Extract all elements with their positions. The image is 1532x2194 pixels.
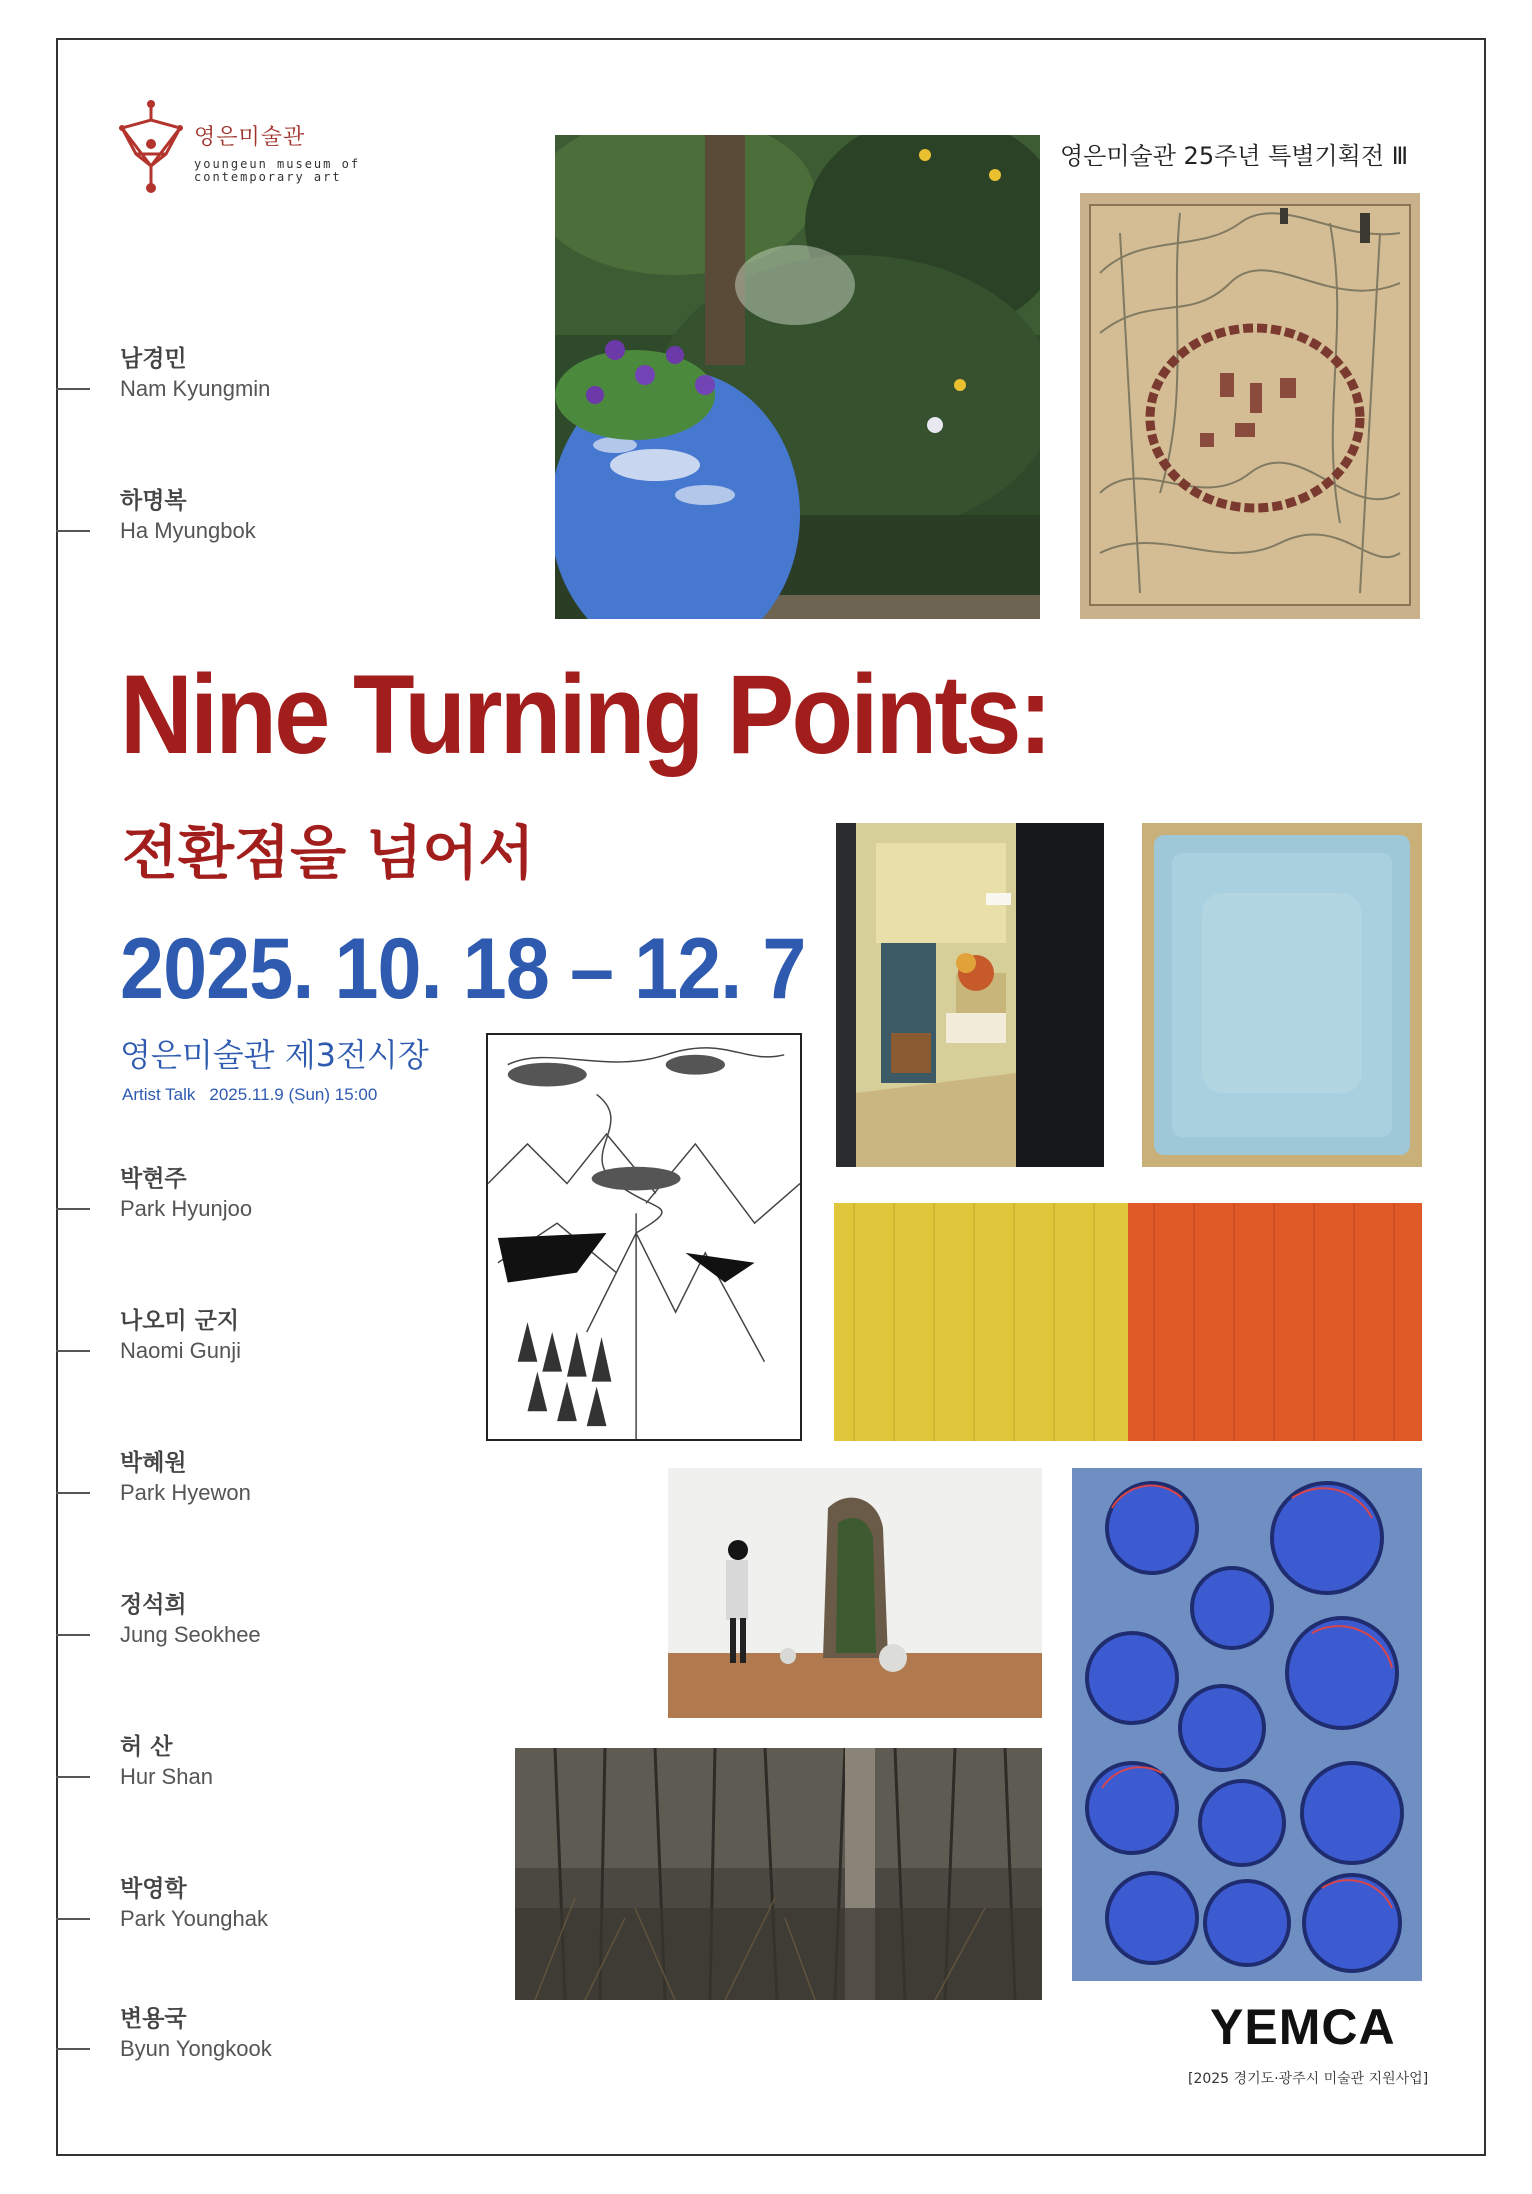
- artist-tick-line: [56, 1492, 90, 1494]
- artist-entry: [56, 1444, 356, 1524]
- artist-tick-line: [56, 530, 90, 532]
- logo-name-english: youngeun museum of contemporary art: [194, 157, 361, 184]
- artwork-blue-circles-abstract: [1072, 1468, 1422, 1981]
- artist-tick-line: [56, 1350, 90, 1352]
- artwork-pale-blue-abstract: [1142, 823, 1422, 1167]
- exhibition-series-label: 영은미술관 25주년 특별기획전 Ⅲ: [1060, 142, 1409, 170]
- artist-name-english: Jung Seokhee: [120, 1622, 261, 1647]
- artist-entry: [56, 482, 356, 562]
- artist-entry: [56, 340, 356, 420]
- museum-logo-mark-icon: [116, 100, 186, 196]
- sponsor-note: [2025 경기도·광주시 미술관 지원사업]: [1188, 2071, 1429, 2087]
- artist-tick-line: [56, 388, 90, 390]
- artist-name-korean: 박혜원: [120, 1450, 187, 1476]
- artist-talk-info: [122, 1085, 377, 1105]
- artist-name-korean: 변용국: [120, 2006, 187, 2032]
- artist-name-korean: 박현주: [120, 1166, 187, 1192]
- artist-name-english: Byun Yongkook: [120, 2036, 272, 2061]
- artist-tick-line: [56, 1634, 90, 1636]
- artwork-installation-photo: [668, 1468, 1042, 1718]
- artwork-interior-room: [836, 823, 1104, 1167]
- artist-name-korean: 허 산: [120, 1734, 173, 1760]
- artist-name-english: Ha Myungbok: [120, 518, 256, 543]
- exhibition-dates: 2025. 10. 18 – 12. 7: [120, 921, 806, 1017]
- museum-logo: [116, 100, 436, 200]
- artist-tick-line: [56, 1776, 90, 1778]
- artist-name-korean: 남경민: [120, 346, 187, 372]
- artist-name-english: Naomi Gunji: [120, 1338, 242, 1363]
- artwork-yellow-orange-field: [834, 1203, 1422, 1441]
- exhibition-title-korean: 전환점을 넘어서: [122, 819, 535, 887]
- artwork-blue-circle-landscape: [555, 135, 1040, 619]
- exhibition-venue: 영은미술관 제3전시장: [120, 1036, 429, 1074]
- artist-name-english: Park Younghak: [120, 1906, 269, 1931]
- artist-entry: [56, 1586, 356, 1666]
- artist-name-korean: 정석희: [120, 1592, 187, 1618]
- artist-entry: [56, 2000, 356, 2080]
- artwork-old-map: [1080, 193, 1420, 619]
- artist-name-english: Hur Shan: [120, 1764, 213, 1789]
- artist-entry: [56, 1870, 356, 1950]
- artwork-bare-forest: [515, 1748, 1042, 2000]
- artist-name-english: Nam Kyungmin: [120, 376, 271, 401]
- artist-name-korean: 나오미 군지: [120, 1308, 240, 1334]
- artist-name-korean: 박영학: [120, 1876, 187, 1902]
- artist-name-korean: 하명복: [120, 488, 187, 514]
- artist-name-english: Park Hyewon: [120, 1480, 251, 1505]
- artist-entry: [56, 1302, 356, 1382]
- logo-name-korean: 영은미술관: [194, 125, 306, 150]
- artist-name-english: Park Hyunjoo: [120, 1196, 253, 1221]
- artist-tick-line: [56, 1918, 90, 1920]
- artist-tick-line: [56, 1208, 90, 1210]
- artist-tick-line: [56, 2048, 90, 2050]
- exhibition-title-english: Nine Turning Points:: [120, 652, 1050, 777]
- yemca-logo: YEMCA: [1210, 1999, 1396, 2055]
- artist-talk-label: Artist Talk: [122, 1085, 196, 1104]
- artist-entry: [56, 1160, 356, 1240]
- artist-talk-datetime: 2025.11.9 (Sun) 15:00: [209, 1085, 378, 1104]
- artist-entry: [56, 1728, 356, 1808]
- artwork-ink-mountain-drawing: [486, 1033, 802, 1441]
